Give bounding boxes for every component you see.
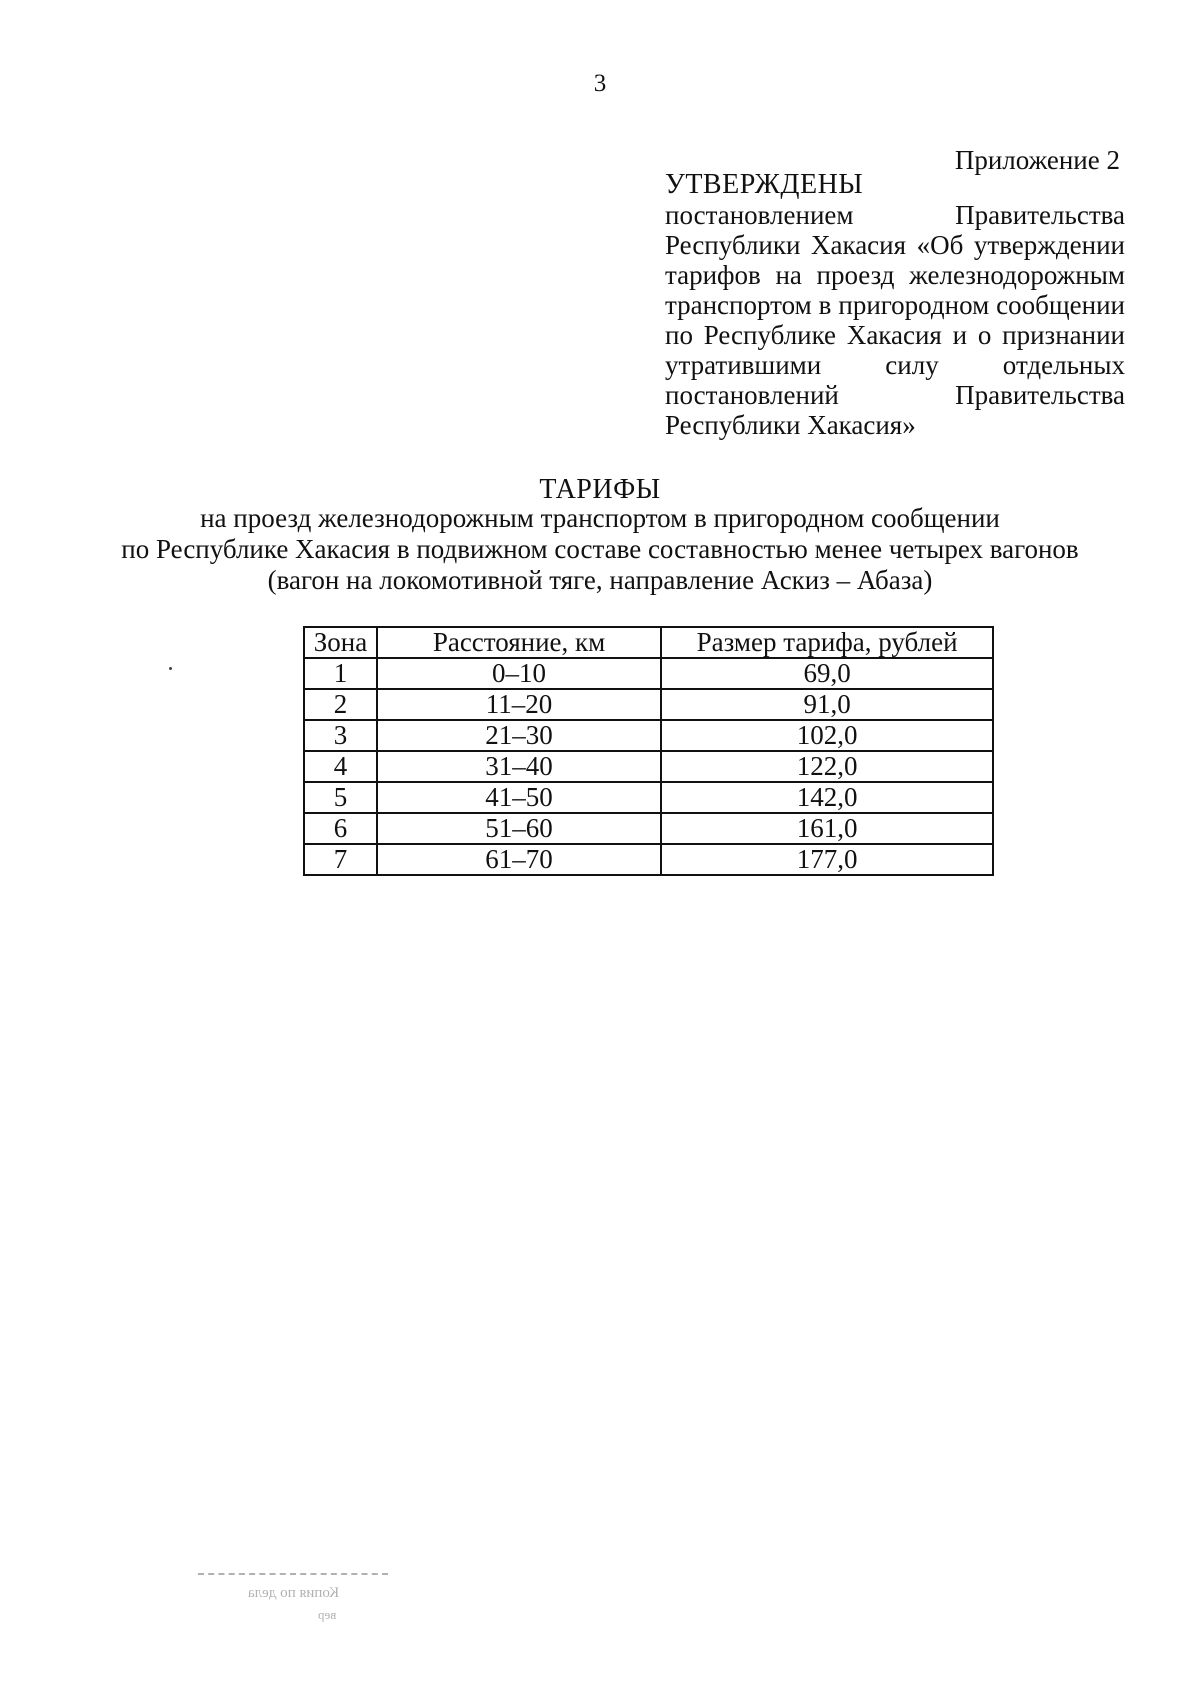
stamp-border <box>198 1573 388 1575</box>
approval-block <box>665 170 1125 440</box>
cell-tariff: 122,0 <box>661 751 993 782</box>
cell-zone: 7 <box>304 844 377 875</box>
cell-tariff: 161,0 <box>661 813 993 844</box>
tariff-subtitle-line: на проезд железнодорожным транспортом в пригородном сообщении <box>200 503 1000 533</box>
cell-tariff: 102,0 <box>661 720 993 751</box>
cell-distance: 0–10 <box>377 658 661 689</box>
cell-tariff: 177,0 <box>661 844 993 875</box>
scan-speck <box>169 667 172 670</box>
cell-tariff: 69,0 <box>661 658 993 689</box>
table-row <box>304 813 993 844</box>
cell-zone: 4 <box>304 751 377 782</box>
cell-distance: 21–30 <box>377 720 661 751</box>
cell-zone: 1 <box>304 658 377 689</box>
table-header-row <box>304 627 993 658</box>
cell-distance: 61–70 <box>377 844 661 875</box>
tariff-subtitle-line: (вагон на локомотивной тяге, направление Аскиз – Абаза) <box>267 565 933 595</box>
cell-zone: 6 <box>304 813 377 844</box>
tariff-title: ТАРИФЫ <box>539 474 661 505</box>
stamp-text: Копия по дела <box>248 1585 340 1601</box>
approval-text: постановлением Правительства Республики Хакасия «Об утверждении тарифов на проезд железнодорожным транспортом в пригородном сообщении по Республике Хакасия и о признании утратившими силу отдельных постановлений Правительства Республики Хакасия» <box>665 200 1125 440</box>
table-row <box>304 689 993 720</box>
cell-distance: 51–60 <box>377 813 661 844</box>
cell-zone: 2 <box>304 689 377 720</box>
cell-distance: 41–50 <box>377 782 661 813</box>
table-row <box>304 720 993 751</box>
header-distance: Расстояние, км <box>377 627 661 658</box>
table-row <box>304 751 993 782</box>
table-row <box>304 658 993 689</box>
appendix-label: Приложение 2 <box>954 145 1120 175</box>
cell-distance: 11–20 <box>377 689 661 720</box>
cell-zone: 3 <box>304 720 377 751</box>
cell-tariff: 142,0 <box>661 782 993 813</box>
header-tariff: Размер тарифа, рублей <box>661 627 993 658</box>
tariff-subtitle-line: по Республике Хакасия в подвижном составе составностью менее четырех вагонов <box>121 534 1079 564</box>
tariff-subtitle <box>100 503 1100 596</box>
table-row <box>304 782 993 813</box>
table-row <box>304 844 993 875</box>
stamp-text: вер <box>318 1607 337 1622</box>
cell-tariff: 91,0 <box>661 689 993 720</box>
cell-zone: 5 <box>304 782 377 813</box>
faded-stamp <box>188 1571 398 1631</box>
page-number: 3 <box>593 70 607 97</box>
tariff-table <box>303 626 994 876</box>
cell-distance: 31–40 <box>377 751 661 782</box>
approval-title: УТВЕРЖДЕНЫ <box>665 169 864 200</box>
header-zone: Зона <box>304 627 377 658</box>
